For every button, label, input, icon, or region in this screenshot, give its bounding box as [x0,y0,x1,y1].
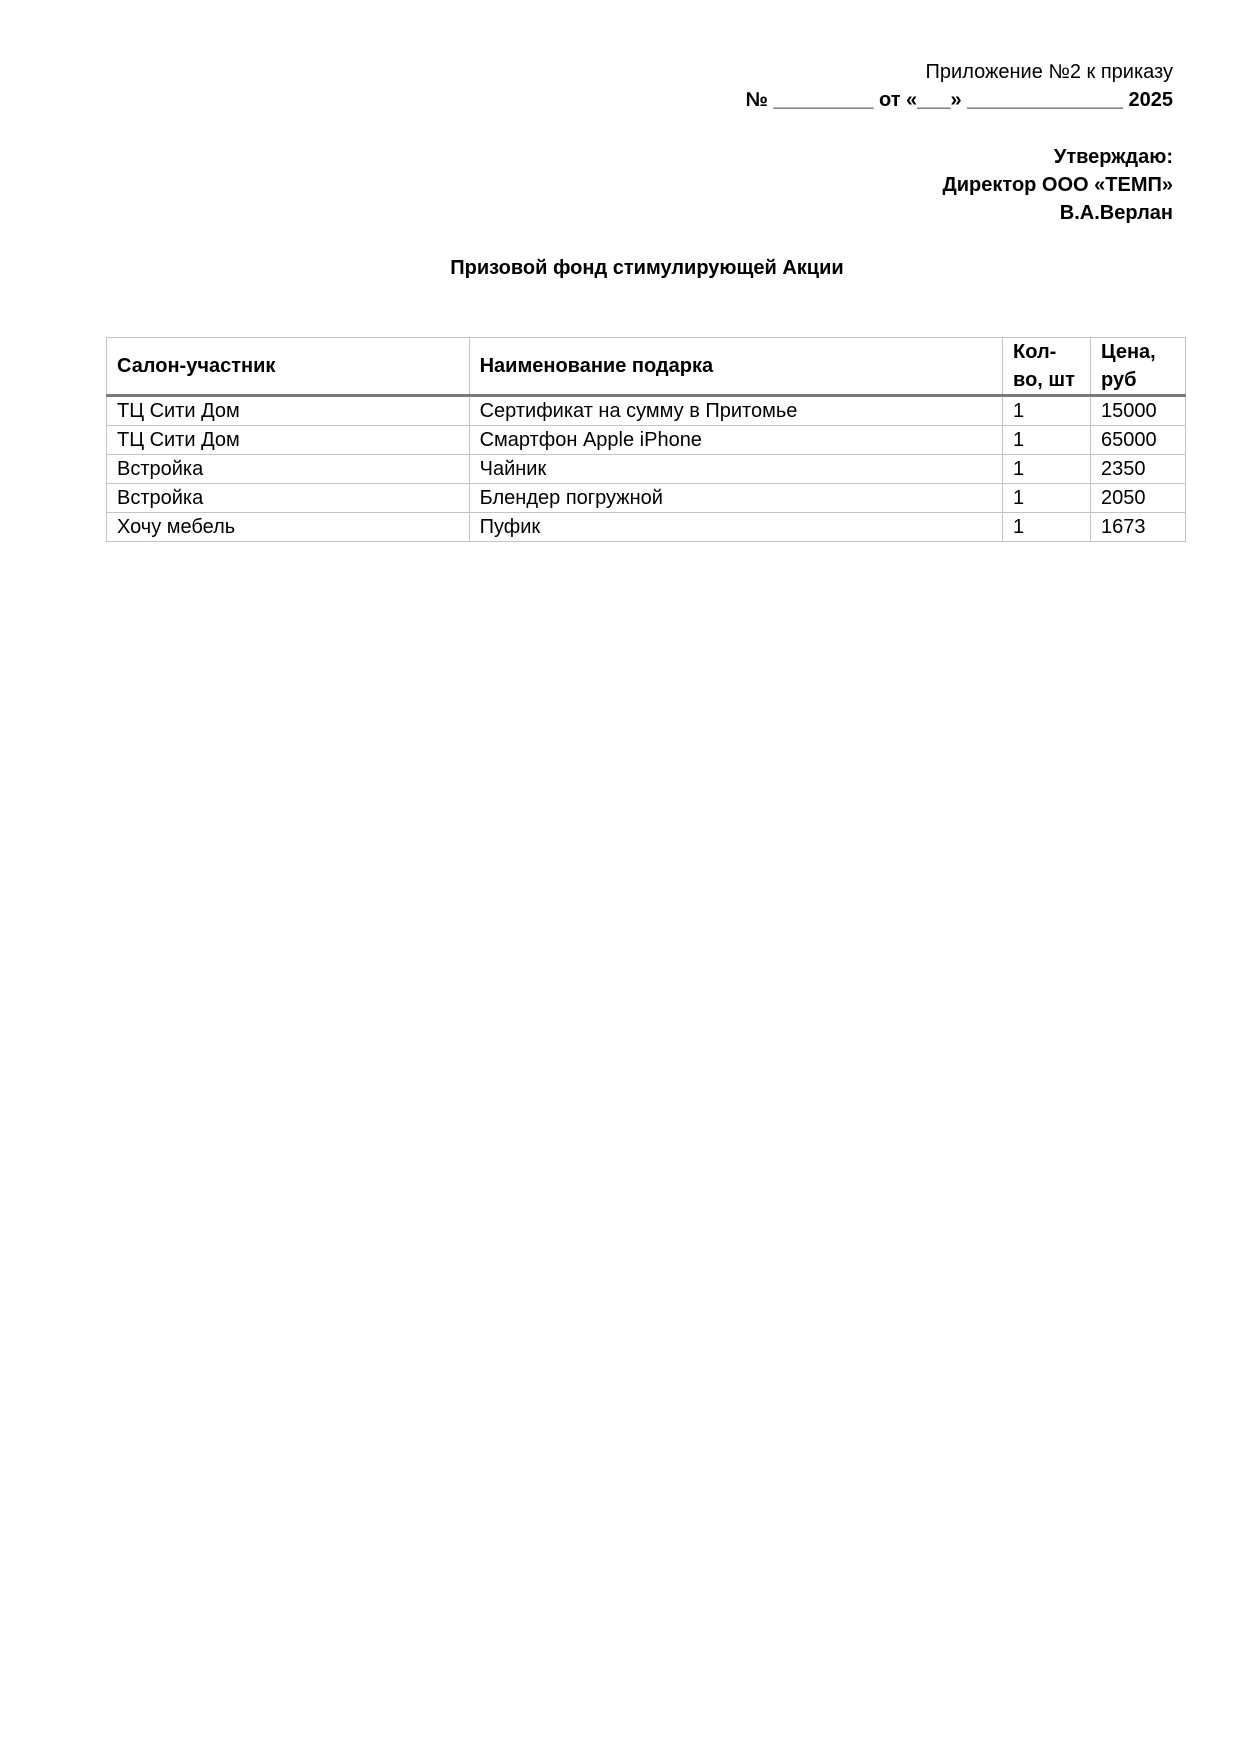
order-number-line: № _________ от «___» ______________ 2025 [745,89,1173,111]
approver-position: Директор ООО «ТЕМП» [942,174,1173,196]
column-header-quantity: Кол-во, шт [1003,338,1091,396]
cell-gift-name: Блендер погружной [469,484,1002,513]
cell-salon: Встройка [107,484,470,513]
table-row [107,426,1186,455]
appendix-line: Приложение №2 к приказу [925,61,1173,83]
cell-gift-name: Смартфон Apple iPhone [469,426,1002,455]
table-row [107,513,1186,542]
table-row [107,455,1186,484]
column-header-salon: Салон-участник [107,338,470,396]
cell-price: 2350 [1091,455,1186,484]
cell-quantity: 1 [1003,426,1091,455]
order-reference [745,58,1173,114]
cell-salon: Встройка [107,455,470,484]
cell-gift-name: Сертификат на сумму в Притомье [469,396,1002,426]
approval-stamp [943,143,1173,227]
cell-gift-name: Пуфик [469,513,1002,542]
cell-quantity: 1 [1003,513,1091,542]
cell-price: 65000 [1091,426,1186,455]
cell-price: 1673 [1091,513,1186,542]
table-row [107,484,1186,513]
prize-fund-table [106,337,1186,542]
column-header-price: Цена, руб [1091,338,1186,396]
cell-salon: ТЦ Сити Дом [107,426,470,455]
cell-price: 15000 [1091,396,1186,426]
cell-salon: Хочу мебель [107,513,470,542]
cell-quantity: 1 [1003,396,1091,426]
table-header-row [107,338,1186,396]
cell-gift-name: Чайник [469,455,1002,484]
approver-name: В.А.Верлан [1059,202,1173,224]
cell-quantity: 1 [1003,484,1091,513]
document-title: Призовой фонд стимулирующей Акции [450,257,844,279]
cell-salon: ТЦ Сити Дом [107,396,470,426]
approval-label: Утверждаю: [1053,146,1173,168]
cell-price: 2050 [1091,484,1186,513]
cell-quantity: 1 [1003,455,1091,484]
table-row [107,396,1186,426]
column-header-gift-name: Наименование подарка [469,338,1002,396]
